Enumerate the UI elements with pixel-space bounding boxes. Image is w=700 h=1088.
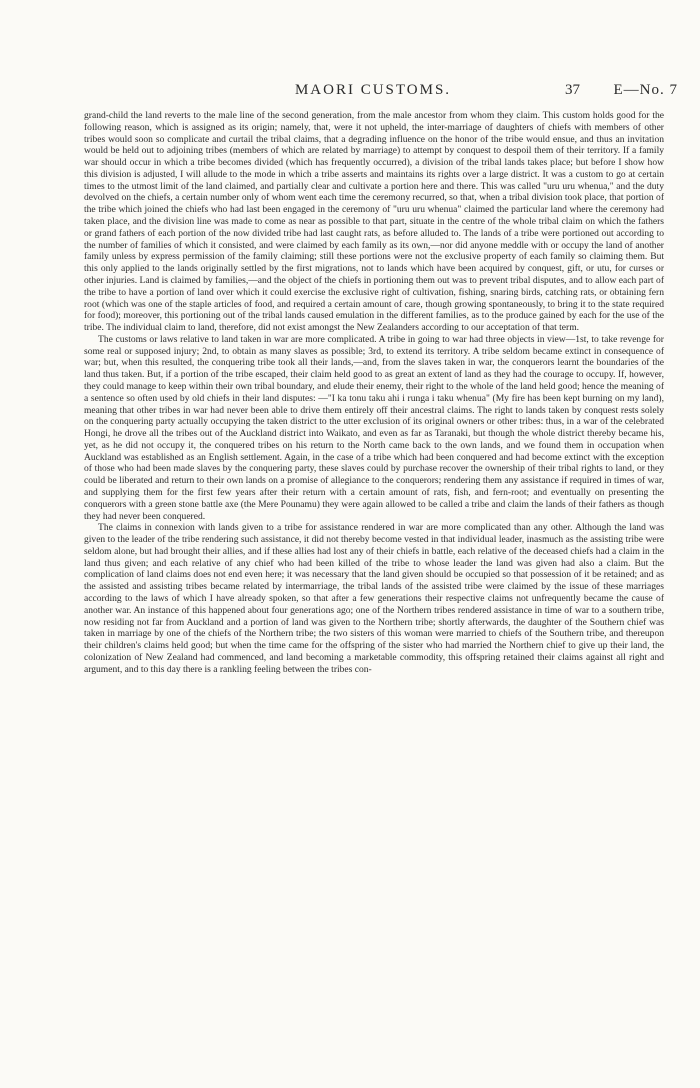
page-header xyxy=(68,82,678,106)
paragraph: The claims in connexion with lands given to a tribe for assistance rendered in war are more complicated than any other. Although the land was given to the leader of the tribe rendering such assistance, it did not thereby become vested in that individual leader, inasmuch as the assisting tribe were seldom alone, but had brought their allies, and if these allies had lost any of their chiefs in battle, each relative of the deceased chiefs had a claim in the land thus given; and each relative of any chief who had been killed of the tribe to whose leader the land was given had also a claim. But the complication of land claims does not end even here; it was necessary that the land given should be occupied so that possession of it be retained; and as the assisted and assisting tribes became related by intermarriage, the tribal lands of the assisted tribe were claimed by the issue of these marriages according to the laws of which I have already spoken, so that after a few generations their respective claims not unfrequently became the cause of another war. An instance of this happened about four generations ago; one of the Northern tribes rendered assistance in time of war to a southern tribe, now residing not far from Auckland and a portion of land was given to the Northern tribe; shortly afterwards, the daughter of the Southern chief was taken in marriage by one of the chiefs of the Northern tribe; the two sisters of this woman were married to chiefs of the Southern tribe, and thereupon their children's claims held good; but when the time came for the offspring of the sister who had married the Northern chief to give up their land, the colonization of New Zealand had commenced, and land becoming a marketable commodity, this offspring retained their claims against all right and argument, and to this day there is a rankling feeling between the tribes con- xyxy=(84,522,664,675)
page-number: 37 xyxy=(565,82,580,98)
paragraph: The customs or laws relative to land taken in war are more complicated. A tribe in going to war had three objects in view—1st, to take revenge for some real or supposed injury; 2nd, to obtain as many slaves as possible; 3rd, to extend its territory. A tribe seldom became extinct in consequence of war; but, when this resulted, the conquering tribe took all their lands,—and, from the slaves taken in war, the conquerors learnt the boundaries of the land thus taken. But, if a portion of the tribe escaped, their claim held good to as great an extent of land as they had the courage to occupy. If, however, they could manage to keep within their own tribal boundary, and elude their enemy, their right to the whole of the land held good; hence the meaning of a sentence so often used by old chiefs in their land disputes: —"I ka tonu taku ahi i runga i taku whenua" (My fire has been kept burning on my land), meaning that other tribes in war had never been able to drive them entirely off their ancestral claims. The right to lands taken by conquest rests solely on the conquering party actually occupying the taken district to the utter exclusion of its original owners or other tribes: thus, in a war of the celebrated Hongi, he drove all the tribes out of the Auckland district into Waikato, and even as far as Taranaki, but though the whole district thereby became his, yet, as he did not occupy it, the conquered tribes on his return to the North came back to the own lands, and we found them in occupation when Auckland was established as an English settlement. Again, in the case of a tribe which had been conquered and had become extinct with the exception of those who had been made slaves by the conquering party, these slaves could by purchase recover the ownership of their tribal rights to land, or they could be liberated and return to their own lands on a promise of allegiance to the conquerors; rendering them any assistance if required in times of war, and supplying them for the first few years after their return with a certain amount of rats, fish, and fern-root; and eventually on presenting the conquerors with a green stone battle axe (the Mere Pounamu) they were again allowed to be called a tribe and claim the lands of their fathers as though they had never been conquered. xyxy=(84,333,664,522)
document-reference: E—No. 7 xyxy=(613,82,678,98)
body-text xyxy=(84,110,664,676)
running-title: MAORI CUSTOMS. xyxy=(294,82,452,98)
paragraph: grand-child the land reverts to the male line of the second generation, from the male ancestor from whom they claim. This custom holds good for the following reason, which is assigned as its origin; namely, that, were it not upheld, the inter-marriage of daughters of chiefs with members of other tribes would soon so complicate and curtail the tribal claims, that a degrading influence on the honor of the tribe would ensue, and thus an invitation would be held out to adjoining tribes (members of which are related by marriage) to attempt by conquest to despoil them of their territory. If a family war should occur in which a tribe becomes divided (which has frequently occurred), a division of the tribal lands takes place; but before I show how this division is adjusted, I will allude to the mode in which a tribe asserts and maintains its rights over a large district. It was a custom to go at certain times to the utmost limit of the land claimed, and partially clear and cultivate a portion here and there. This was called "uru uru whenua," and the duty devolved on the chiefs, a certain number only of whom went each time the ceremony recurred, so that, when a tribal division took place, that portion of the tribe which joined the chiefs who had last been engaged in the ceremony of "uru uru whenua" claimed the particular land where the ceremony had taken place, and the division line was made to come as near as possible to that part, situate in the centre of the whole tribal claim on which the fathers or grand fathers of each portion of the now divided tribe had last caught rats, as before alluded to. The lands of a tribe were portioned out according to the number of families of which it consisted, and were claimed by each family as its own,—nor did anyone meddle with or occupy the land of another family unless by express permission of the family claiming; still these portions were not the exclusive property of each family so claiming them. But this only applied to the lands originally settled by the first migrations, not to lands which have been acquired by conquest, gift, or utu, for curses or other injuries. Land is claimed by families,—and the object of the chiefs in portioning them out was to prevent tribal disputes, and to allow each part of the tribe to have a portion of land over which it could exercise the exclusive right of cultivation, fishing, snaring birds, catching rats, or obtaining fern root (which was one of the staple articles of food, and required a certain amount of care, though growing spontaneously, to bring it to the state required for food); moreover, this portioning out of the tribal lands caused emulation in the different families, as to the produce gained by each for the use of the tribe. The individual claim to land, therefore, did not exist amongst the New Zealanders according to our acceptation of that term. xyxy=(84,110,664,334)
